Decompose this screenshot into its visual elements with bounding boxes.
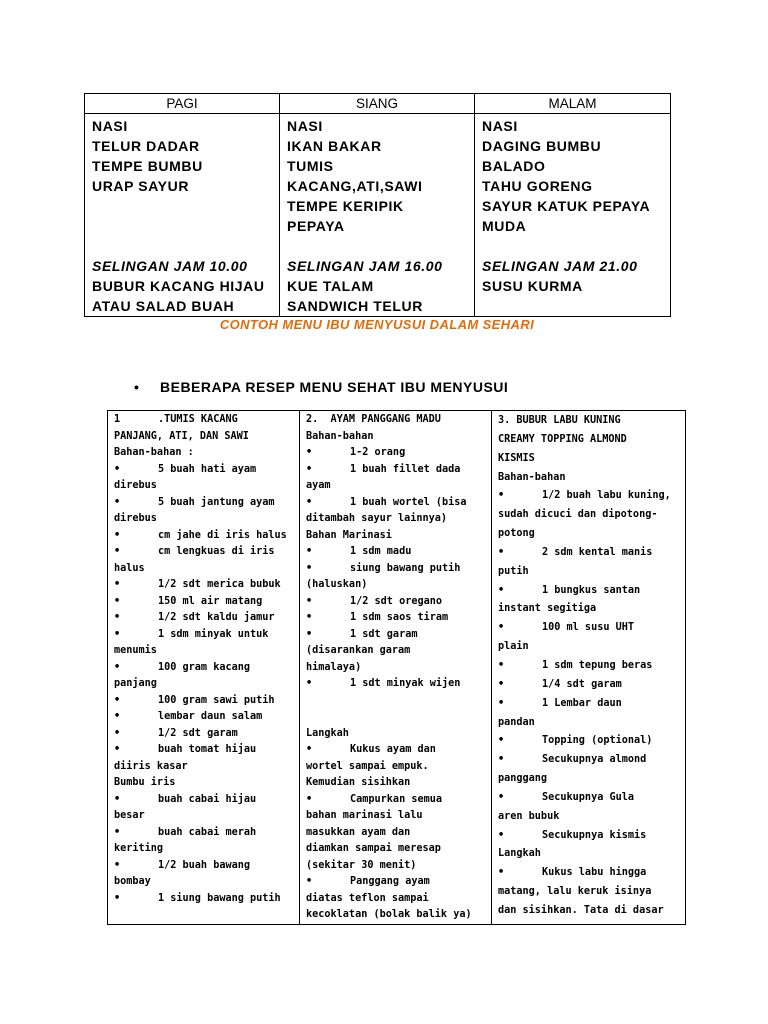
menu-item: TELUR DADAR xyxy=(92,138,200,154)
recipe-line-text: masukkan ayam dan xyxy=(306,826,411,838)
bullet-icon: • xyxy=(114,546,121,557)
recipe-line xyxy=(114,660,297,677)
bullet-icon: • xyxy=(114,859,121,871)
recipe-line xyxy=(306,825,489,842)
recipe-line xyxy=(114,874,297,891)
recipe-line-text: siung bawang putih xyxy=(350,562,461,574)
recipe-cell-tumis xyxy=(108,411,300,925)
recipe-line-text: instant segitiga xyxy=(498,603,597,615)
recipe-line xyxy=(498,412,683,431)
snack-title: SELINGAN JAM 10.00 xyxy=(92,258,248,274)
recipe-line-text: Bumbu iris xyxy=(114,777,176,788)
menu-item: URAP SAYUR xyxy=(92,178,190,194)
recipe-line xyxy=(114,495,297,512)
recipe-line xyxy=(498,732,683,751)
recipe-line xyxy=(498,789,683,808)
recipe-line-text: 1 sdm tepung beras xyxy=(542,659,653,671)
recipe-line xyxy=(114,610,297,627)
bullet-icon: • xyxy=(306,562,313,574)
recipe-line-text: 1/2 sdt merica bubuk xyxy=(158,579,281,590)
recipe-line-text: 1 siung bawang putih xyxy=(158,892,281,904)
bullet-icon: • xyxy=(114,612,121,623)
bullet-icon: • xyxy=(114,826,121,838)
recipe-line xyxy=(114,891,297,908)
recipe-line-text: Secukupnya almond xyxy=(542,754,647,766)
recipe-line-text: PANJANG, ATI, DAN SAWI xyxy=(114,430,249,442)
bullet-icon: • xyxy=(306,463,313,475)
bullet-icon: • xyxy=(114,744,121,755)
recipe-line-text: putih xyxy=(498,565,529,577)
recipe-line xyxy=(306,429,489,446)
recipe-line xyxy=(114,693,297,710)
recipe-line-text: Secukupnya Gula xyxy=(542,791,635,803)
recipe-line xyxy=(498,770,683,789)
bullet-icon: • xyxy=(114,727,121,739)
recipe-line-text: 1 Lembar daun xyxy=(542,697,622,709)
bullet-icon: • xyxy=(498,791,505,803)
recipe-line-text: Topping (optional) xyxy=(542,735,653,747)
recipe-line xyxy=(306,808,489,825)
recipe-line-text: Kemudian sisihkan xyxy=(306,777,411,788)
recipe-line xyxy=(306,412,489,429)
bullet-icon: • xyxy=(306,793,313,805)
recipe-line xyxy=(114,676,297,693)
recipe-line-text: Bahan Marinasi xyxy=(306,529,392,541)
recipe-line-text: keriting xyxy=(114,843,164,854)
recipe-line-text: 1/2 buah labu kuning, xyxy=(542,490,671,502)
recipe-line xyxy=(498,600,683,619)
recipe-line xyxy=(498,487,683,506)
recipe-line-text: 2. AYAM PANGGANG MADU xyxy=(306,414,441,425)
recipe-line xyxy=(498,864,683,883)
table-caption: CONTOH MENU IBU MENYUSUI DALAM SEHARI xyxy=(219,317,535,332)
recipe-line xyxy=(306,495,489,512)
bullet-icon: • xyxy=(498,622,505,634)
recipe-line xyxy=(498,902,683,921)
header-pagi: PAGI xyxy=(85,94,280,114)
bullet-icon: • xyxy=(114,793,121,805)
recipe-line-text: Panggang ayam xyxy=(350,876,430,887)
recipe-line-text: bombay xyxy=(114,876,151,887)
recipe-line-text: diiris kasar xyxy=(114,760,188,772)
recipe-line xyxy=(114,808,297,825)
bullet-icon: • xyxy=(114,661,121,673)
menu-item: TEMPE BUMBU xyxy=(92,158,203,174)
section-heading-text: BEBERAPA RESEP MENU SEHAT IBU MENYUSUI xyxy=(160,379,509,395)
recipe-line-text: 1 bungkus santan xyxy=(542,584,641,596)
recipe-line-text: Langkah xyxy=(306,727,349,739)
recipe-line-text: cm jahe di iris halus xyxy=(158,529,287,541)
recipe-line xyxy=(114,478,297,495)
recipe-line-text: direbus xyxy=(114,480,157,491)
menu-item: PEPAYA xyxy=(287,218,345,234)
recipe-line xyxy=(306,511,489,528)
recipe-line xyxy=(114,825,297,842)
recipe-line-text: bahan marinasi lalu xyxy=(306,810,423,821)
recipe-line-text: 1 buah fillet dada xyxy=(350,463,461,475)
recipe-line xyxy=(306,594,489,611)
recipe-line xyxy=(306,742,489,759)
pagi-menu-cell xyxy=(85,114,280,317)
recipe-line-text: potong xyxy=(498,528,535,540)
bullet-icon: • xyxy=(498,754,505,766)
recipe-line-text: 5 buah jantung ayam xyxy=(158,496,275,508)
bullet-icon: • xyxy=(498,584,505,596)
menu-item: MUDA xyxy=(482,218,527,234)
recipe-line xyxy=(306,709,489,726)
recipe-line xyxy=(498,695,683,714)
bullet-icon: • xyxy=(114,628,121,640)
bullet-icon: • xyxy=(134,379,140,395)
recipe-line-text: plain xyxy=(498,641,529,653)
recipe-line xyxy=(306,577,489,594)
malam-menu-cell xyxy=(475,114,671,317)
recipe-line xyxy=(498,506,683,525)
bullet-icon: • xyxy=(498,659,505,671)
recipe-line-text: sudah dicuci dan dipotong- xyxy=(498,509,658,521)
recipe-line xyxy=(114,429,297,446)
recipe-line-text: aren bubuk xyxy=(498,810,560,822)
recipe-line-text: 1 sdm minyak untuk xyxy=(158,628,269,640)
bullet-icon: • xyxy=(114,595,121,607)
recipe-line-text: Kukus labu hingga xyxy=(542,867,647,879)
recipe-line xyxy=(498,883,683,902)
recipe-line xyxy=(498,827,683,846)
bullet-icon: • xyxy=(306,447,313,458)
recipe-line xyxy=(306,544,489,561)
recipe-line xyxy=(306,841,489,858)
bullet-icon: • xyxy=(306,876,313,887)
recipe-line-text: .TUMIS KACANG xyxy=(158,414,238,425)
bullet-icon: • xyxy=(114,694,121,706)
recipe-row xyxy=(108,411,686,925)
menu-item: KACANG,ATI,SAWI xyxy=(287,178,423,194)
recipe-line xyxy=(498,563,683,582)
recipe-line-text: (disarankan garam xyxy=(306,645,411,656)
bullet-icon: • xyxy=(498,697,505,709)
recipe-line-text: Kukus ayam dan xyxy=(350,744,436,755)
recipe-line-text: ditambah sayur lainnya) xyxy=(306,513,448,524)
bullet-icon: • xyxy=(498,735,505,747)
recipe-line xyxy=(498,845,683,864)
snack-title: SELINGAN JAM 16.00 xyxy=(287,258,443,274)
recipe-line-text: halus xyxy=(114,562,145,574)
recipe-line-text: (sekitar 30 menit) xyxy=(306,859,417,871)
recipe-line-text: 3. BUBUR LABU KUNING xyxy=(498,415,621,426)
recipe-line-text: ayam xyxy=(306,480,331,491)
recipe-line-text: 1 buah wortel (bisa xyxy=(350,496,467,508)
snack-item: SANDWICH TELUR xyxy=(287,298,423,314)
recipe-number: 1 xyxy=(114,414,121,425)
meal-table-body-row xyxy=(85,114,671,317)
recipe-line-text: Bahan-bahan : xyxy=(114,447,194,458)
recipe-line-text: KISMIS xyxy=(498,452,535,464)
menu-item: DAGING BUMBU xyxy=(482,138,602,154)
menu-item: TAHU GORENG xyxy=(482,178,593,194)
menu-item: TUMIS xyxy=(287,158,334,174)
recipe-line xyxy=(306,792,489,809)
menu-item: TEMPE KERIPIK xyxy=(287,198,404,214)
recipe-line-text: buah cabai merah xyxy=(158,826,257,838)
recipe-line-text: 150 ml air matang xyxy=(158,595,263,607)
recipe-line xyxy=(114,627,297,644)
recipe-line xyxy=(306,478,489,495)
bullet-icon: • xyxy=(306,612,313,623)
recipe-line xyxy=(114,643,297,660)
recipe-line xyxy=(498,431,683,450)
bullet-icon: • xyxy=(498,490,505,502)
recipe-line-text: 1 sdm madu xyxy=(350,546,412,557)
recipe-line-text: 2 sdm kental manis xyxy=(542,546,653,558)
recipe-line xyxy=(114,759,297,776)
snack-item: SUSU KURMA xyxy=(482,278,583,294)
recipe-line xyxy=(306,874,489,891)
recipe-line-text: 1 sdt garam xyxy=(350,628,418,640)
recipe-line xyxy=(114,412,297,429)
recipe-line-text: besar xyxy=(114,810,145,821)
recipe-line xyxy=(114,528,297,545)
recipe-line-text: Bahan-bahan xyxy=(498,471,566,483)
recipe-line-text: kecoklatan (bolak balik ya) xyxy=(306,909,472,920)
snack-item: BUBUR KACANG HIJAU xyxy=(92,278,265,294)
recipe-line-text: dan sisihkan. Tata di dasar xyxy=(498,904,664,916)
recipe-line xyxy=(498,450,683,469)
recipe-line-text: 1 sdm saos tiram xyxy=(350,612,449,623)
recipe-line xyxy=(114,577,297,594)
bullet-icon: • xyxy=(498,867,505,879)
bullet-icon: • xyxy=(114,496,121,508)
recipe-line-text: Secukupnya kismis xyxy=(542,829,647,841)
recipe-line xyxy=(306,693,489,710)
recipe-line-text: 100 gram kacang xyxy=(158,661,251,673)
header-siang: SIANG xyxy=(280,94,475,114)
menu-item: NASI xyxy=(92,118,128,134)
recipe-line-text: cm lengkuas di iris xyxy=(158,546,275,557)
recipe-line-text: 1 sdt minyak wijen xyxy=(350,678,461,689)
recipe-line xyxy=(114,858,297,875)
recipe-line xyxy=(306,726,489,743)
menu-item: NASI xyxy=(287,118,323,134)
snack-item: ATAU SALAD BUAH xyxy=(92,298,235,314)
snack-title: SELINGAN JAM 21.00 xyxy=(482,258,638,274)
recipe-line xyxy=(498,714,683,733)
recipe-line-text: (haluskan) xyxy=(306,579,368,590)
bullet-icon: • xyxy=(306,628,313,640)
recipe-line xyxy=(306,627,489,644)
bullet-icon: • xyxy=(498,678,505,690)
recipe-line-text: wortel sampai empuk. xyxy=(306,760,429,772)
recipe-line-text: Campurkan semua xyxy=(350,793,443,805)
snack-item: KUE TALAM xyxy=(287,278,374,294)
bullet-icon: • xyxy=(306,595,313,607)
recipe-line-text: lembar daun salam xyxy=(158,711,263,722)
recipe-line xyxy=(306,676,489,693)
bullet-icon: • xyxy=(114,579,121,590)
bullet-icon: • xyxy=(498,829,505,841)
bullet-icon: • xyxy=(306,496,313,508)
recipe-line-text: menumis xyxy=(114,645,157,656)
recipe-line-text: buah cabai hijau xyxy=(158,793,257,805)
recipe-line xyxy=(114,841,297,858)
recipe-line xyxy=(498,544,683,563)
recipe-line xyxy=(498,638,683,657)
recipe-line-text: Bahan-bahan xyxy=(306,430,374,442)
recipe-line-text: 1/2 sdt kaldu jamur xyxy=(158,612,275,623)
header-malam: MALAM xyxy=(475,94,671,114)
recipe-line-text: 100 gram sawi putih xyxy=(158,694,275,706)
menu-item: SAYUR KATUK PEPAYA xyxy=(482,198,651,214)
bullet-icon: • xyxy=(114,463,121,475)
recipe-line xyxy=(306,775,489,792)
recipe-line-text: direbus xyxy=(114,513,157,524)
recipe-line xyxy=(498,808,683,827)
menu-item: BALADO xyxy=(482,158,546,174)
recipe-line xyxy=(114,445,297,462)
recipe-line xyxy=(114,594,297,611)
recipe-cell-bubur-labu xyxy=(492,411,686,925)
meal-table-header-row xyxy=(85,94,671,114)
bullet-icon: • xyxy=(498,546,505,558)
recipe-line xyxy=(114,775,297,792)
recipe-line-text: 1/2 sdt garam xyxy=(158,727,238,739)
recipe-line-text: panggang xyxy=(498,773,548,785)
siang-menu-cell xyxy=(280,114,475,317)
bullet-icon: • xyxy=(114,711,121,722)
recipe-line xyxy=(306,660,489,677)
recipe-line-text: 1/4 sdt garam xyxy=(542,678,622,690)
recipe-line-text: 1-2 orang xyxy=(350,447,406,458)
recipe-line xyxy=(306,445,489,462)
recipe-line xyxy=(498,469,683,488)
recipe-line-text: Langkah xyxy=(498,848,541,860)
recipe-line xyxy=(306,759,489,776)
recipe-line xyxy=(114,709,297,726)
recipe-line-text: buah tomat hijau xyxy=(158,744,257,755)
bullet-icon: • xyxy=(114,892,121,904)
recipe-line xyxy=(114,544,297,561)
recipe-line-text: 100 ml susu UHT xyxy=(542,622,635,634)
recipe-line-text: panjang xyxy=(114,678,157,689)
recipe-line-text: 1/2 sdt oregano xyxy=(350,595,443,607)
recipe-line xyxy=(498,582,683,601)
recipe-line-text: diamkan sampai meresap xyxy=(306,843,441,854)
recipe-line-text: CREAMY TOPPING ALMOND xyxy=(498,433,627,445)
recipe-table xyxy=(107,410,686,925)
recipe-line xyxy=(306,891,489,908)
recipe-line xyxy=(306,643,489,660)
recipe-line xyxy=(114,511,297,528)
recipe-line xyxy=(114,726,297,743)
bullet-icon: • xyxy=(114,529,121,541)
recipe-line xyxy=(498,676,683,695)
recipe-cell-ayam-panggang xyxy=(300,411,492,925)
recipe-line-text: 1/2 buah bawang xyxy=(158,859,251,871)
recipe-line xyxy=(306,858,489,875)
menu-item: NASI xyxy=(482,118,518,134)
bullet-icon: • xyxy=(306,546,313,557)
bullet-icon: • xyxy=(306,744,313,755)
recipe-line xyxy=(306,907,489,924)
menu-item: IKAN BAKAR xyxy=(287,138,382,154)
recipe-line xyxy=(306,528,489,545)
recipe-line-text: diatas teflon sampai xyxy=(306,892,429,904)
recipe-line xyxy=(306,561,489,578)
recipe-line xyxy=(306,610,489,627)
recipe-line xyxy=(306,462,489,479)
recipe-line xyxy=(498,525,683,544)
recipe-line xyxy=(498,657,683,676)
recipe-line xyxy=(114,561,297,578)
recipe-line xyxy=(114,742,297,759)
recipe-line-text: himalaya) xyxy=(306,661,362,673)
recipe-line xyxy=(498,619,683,638)
recipe-line-text: 5 buah hati ayam xyxy=(158,463,257,475)
bullet-icon: • xyxy=(306,678,313,689)
recipe-line xyxy=(114,462,297,479)
recipe-line-text: matang, lalu keruk isinya xyxy=(498,886,652,898)
recipe-line xyxy=(114,792,297,809)
daily-menu-table xyxy=(84,93,671,317)
recipe-line-text: pandan xyxy=(498,716,535,728)
recipe-line xyxy=(498,751,683,770)
